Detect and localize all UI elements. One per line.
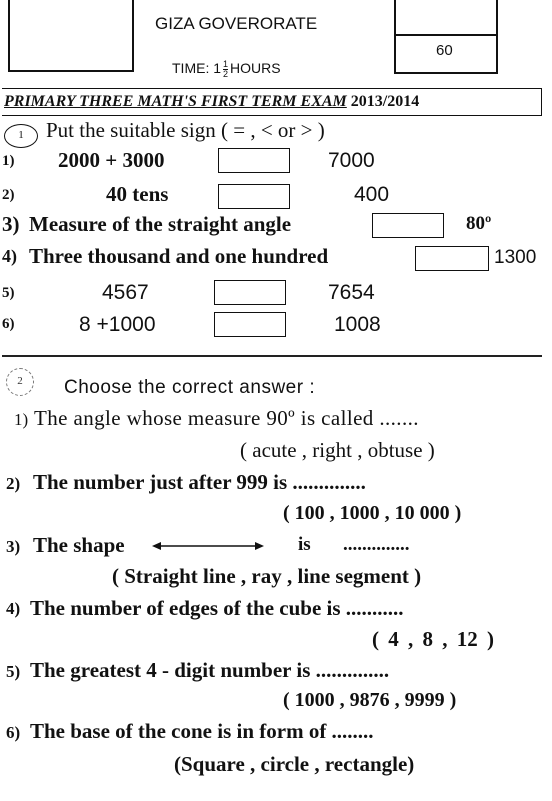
q1-answer-box[interactable] — [218, 184, 290, 209]
q2-item-question: The greatest 4 - digit number is .............. — [30, 658, 390, 682]
q1-item-number: 5) — [2, 285, 15, 301]
governorate-label: GIZA GOVERORATE — [155, 14, 318, 33]
exam-title — [4, 93, 419, 111]
q2-item-choices: ( acute , right , obtuse ) — [240, 438, 435, 462]
q2-item-number: 1) — [14, 410, 29, 429]
q1-answer-box[interactable] — [415, 246, 489, 271]
q1-item-right: 400 — [354, 183, 390, 206]
q2-item-question-start: The shape — [33, 533, 125, 557]
name-box — [8, 0, 134, 72]
q1-item-left: 8 +1000 — [79, 313, 156, 336]
q2-item-question-mid: is — [298, 534, 311, 555]
q1-item-right: 7000 — [328, 149, 375, 172]
q2-number: 2 — [17, 375, 23, 387]
score-box — [394, 0, 498, 74]
exam-year: 2013/2014 — [350, 93, 420, 110]
q1-answer-box[interactable] — [214, 312, 286, 337]
q1-item-number: 3) — [2, 212, 20, 236]
q1-answer-box[interactable] — [372, 213, 444, 238]
q1-item-right: 1300 — [494, 247, 537, 268]
q1-item-left: Measure of the straight angle — [29, 212, 292, 236]
q2-item-number: 6) — [6, 723, 21, 742]
q2-item-question-blank: .............. — [343, 534, 410, 555]
q1-answer-box[interactable] — [218, 148, 290, 173]
section-divider — [2, 355, 542, 357]
q1-number: 1 — [18, 129, 24, 141]
q2-item-choices: ( 1000 , 9876 , 9999 ) — [283, 689, 457, 711]
line-segment-icon — [152, 539, 264, 553]
q1-item-right: 1008 — [334, 313, 381, 336]
time-label: TIME: 1 $\frac{1}{2}$ HOURS — [172, 59, 281, 79]
q2-item-number: 2) — [6, 474, 21, 493]
q2-item-choices: ( Straight line , ray , line segment ) — [112, 564, 422, 588]
q1-item-left: 4567 — [102, 281, 149, 304]
q2-item-choices: (Square , circle , rectangle) — [174, 752, 415, 776]
q1-item-right: 7654 — [328, 281, 375, 304]
q2-instruction: Choose the correct answer : — [64, 377, 316, 398]
q1-item-number: 1) — [2, 153, 15, 169]
q1-item-number: 2) — [2, 187, 15, 203]
q1-item-left: 2000 + 3000 — [58, 148, 165, 172]
q2-item-number: 4) — [6, 599, 21, 618]
q1-instruction: Put the suitable sign ( = , < or > ) — [46, 118, 325, 142]
score-value: 60 — [436, 42, 453, 59]
q1-answer-box[interactable] — [214, 280, 286, 305]
q2-item-question: The number of edges of the cube is ........... — [30, 596, 404, 620]
q1-number-circle — [4, 124, 38, 148]
q1-item-left: 40 tens — [106, 182, 169, 206]
exam-title-text: PRIMARY THREE MATH'S FIRST TERM EXAM — [4, 93, 347, 110]
q2-item-question: The angle whose measure 90º is called ....... — [34, 406, 419, 430]
q1-item-number: 4) — [2, 246, 17, 266]
q2-item-number: 5) — [6, 662, 21, 681]
q1-item-right: 80º — [466, 213, 492, 234]
q2-item-question: The base of the cone is in form of ........ — [30, 719, 374, 743]
q2-item-choices: ( 4 , 8 , 12 ) — [372, 627, 494, 651]
q2-item-number: 3) — [6, 537, 21, 556]
q2-number-circle — [6, 368, 34, 396]
q1-item-left: Three thousand and one hundred — [29, 244, 329, 268]
q2-item-choices: ( 100 , 1000 , 10 000 ) — [283, 502, 462, 524]
q2-item-question: The number just after 999 is .............. — [33, 470, 366, 494]
q1-item-number: 6) — [2, 316, 15, 332]
